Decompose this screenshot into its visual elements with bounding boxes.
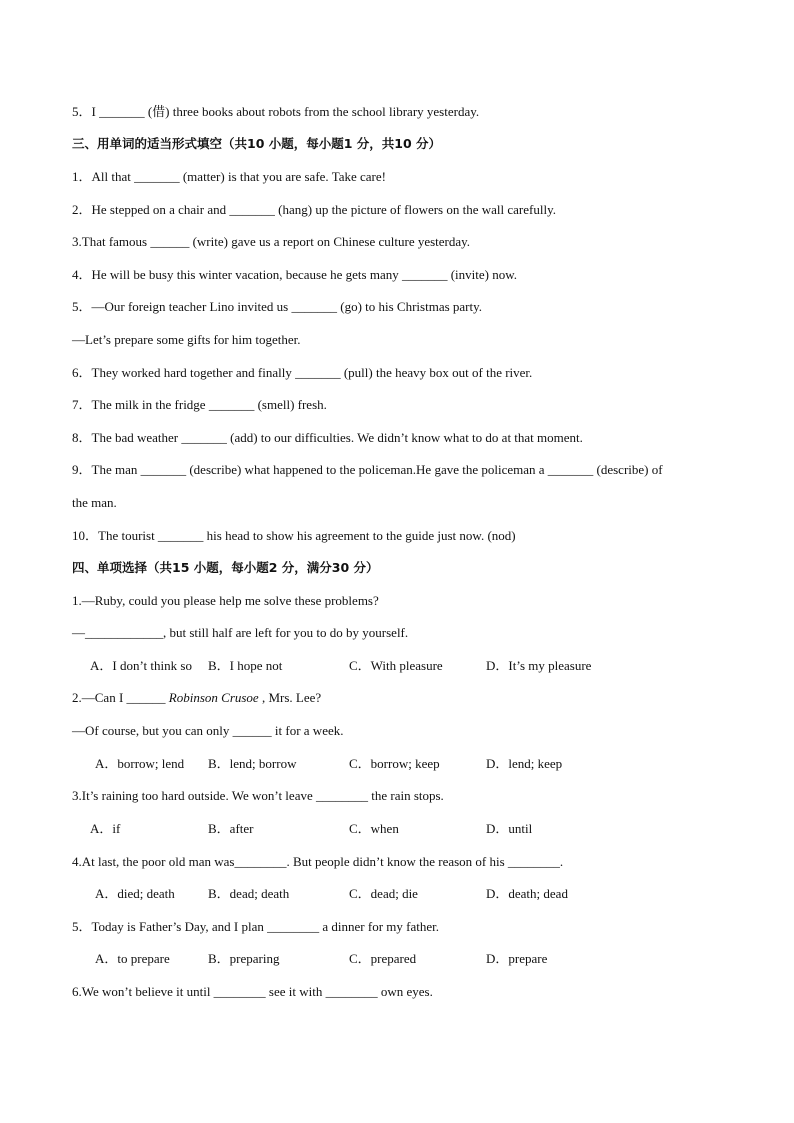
word-form-question-7: 7．The milk in the fridge _______ (smell) fresh. — [72, 397, 327, 412]
mc-question-2-reply: —Of course, but you can only ______ it for a week. — [72, 723, 344, 738]
option-d[interactable]: D．death; dead — [486, 886, 568, 901]
option-a[interactable]: A．to prepare — [95, 951, 170, 966]
mc-question-1: 1.—Ruby, could you please help me solve these problems? — [72, 593, 379, 608]
option-a[interactable]: A．borrow; lend — [95, 756, 185, 771]
option-d[interactable]: D．It’s my pleasure — [486, 658, 592, 673]
word-form-question-2: 2．He stepped on a chair and _______ (hang) up the picture of flowers on the wall carefully. — [72, 202, 556, 217]
mc-question-3: 3.It’s raining too hard outside. We won’t leave ________ the rain stops. — [72, 788, 444, 803]
option-b[interactable]: B．dead; death — [208, 886, 290, 901]
mc-question-2-prefix: 2.—Can I ______ — [72, 690, 169, 705]
fill-question-5-borrow: 5．I _______ (借) three books about robots from the school library yesterday. — [72, 104, 480, 119]
option-a[interactable]: A．died; death — [95, 886, 175, 901]
word-form-question-4: 4．He will be busy this winter vacation, because he gets many _______ (invite) now. — [72, 267, 518, 282]
option-a[interactable]: A．I don’t think so — [90, 658, 192, 673]
mc-question-6: 6.We won’t believe it until ________ see it with ________ own eyes. — [72, 984, 433, 999]
mc-question-4: 4.At last, the poor old man was________. But people didn’t know the reason of his ________. — [72, 854, 564, 869]
book-title: Robinson Crusoe — [168, 690, 259, 705]
word-form-question-10: 10．The tourist _______ his head to show his agreement to the guide just now. (nod) — [72, 528, 516, 543]
word-form-question-5: 5．—Our foreign teacher Lino invited us _______ (go) to his Christmas party. — [72, 299, 483, 314]
option-a[interactable]: A．if — [90, 821, 121, 836]
word-form-question-3: 3.That famous ______ (write) gave us a report on Chinese culture yesterday. — [72, 234, 471, 249]
option-b[interactable]: B．lend; borrow — [208, 756, 297, 771]
option-c[interactable]: C．when — [349, 821, 399, 836]
option-d[interactable]: D．until — [486, 821, 533, 836]
option-b[interactable]: B．after — [208, 821, 254, 836]
option-b[interactable]: B．I hope not — [208, 658, 283, 673]
mc-question-2-suffix: , Mrs. Lee? — [258, 690, 322, 705]
word-form-question-1: 1．All that _______ (matter) is that you are safe. Take care! — [72, 169, 386, 184]
option-c[interactable]: C．prepared — [349, 951, 417, 966]
section-3-heading: 三、用单词的适当形式填空（共10 小题，每小题1 分，共10 分） — [72, 136, 442, 151]
option-c[interactable]: C．dead; die — [349, 886, 418, 901]
option-c[interactable]: C．borrow; keep — [349, 756, 440, 771]
option-b[interactable]: B．preparing — [208, 951, 280, 966]
mc-question-1-reply: —____________, but still half are left for you to do by yourself. — [72, 625, 409, 640]
mc-question-5: 5．Today is Father’s Day, and I plan ________ a dinner for my father. — [72, 919, 439, 934]
word-form-question-6: 6．They worked hard together and finally _______ (pull) the heavy box out of the river. — [72, 365, 533, 380]
option-c[interactable]: C．With pleasure — [349, 658, 443, 673]
section-4-heading: 四、单项选择（共15 小题，每小题2 分，满分30 分） — [72, 560, 379, 575]
option-d[interactable]: D．lend; keep — [486, 756, 563, 771]
mc-question-2 — [72, 690, 321, 706]
word-form-question-5-reply: —Let’s prepare some gifts for him together. — [72, 332, 301, 347]
word-form-question-8: 8．The bad weather _______ (add) to our difficulties. We didn’t know what to do at that moment. — [72, 430, 583, 445]
word-form-question-9-cont: the man. — [72, 495, 117, 510]
word-form-question-9: 9．The man _______ (describe) what happened to the policeman.He gave the policeman a _______ (describe) of — [72, 462, 663, 477]
option-d[interactable]: D．prepare — [486, 951, 548, 966]
